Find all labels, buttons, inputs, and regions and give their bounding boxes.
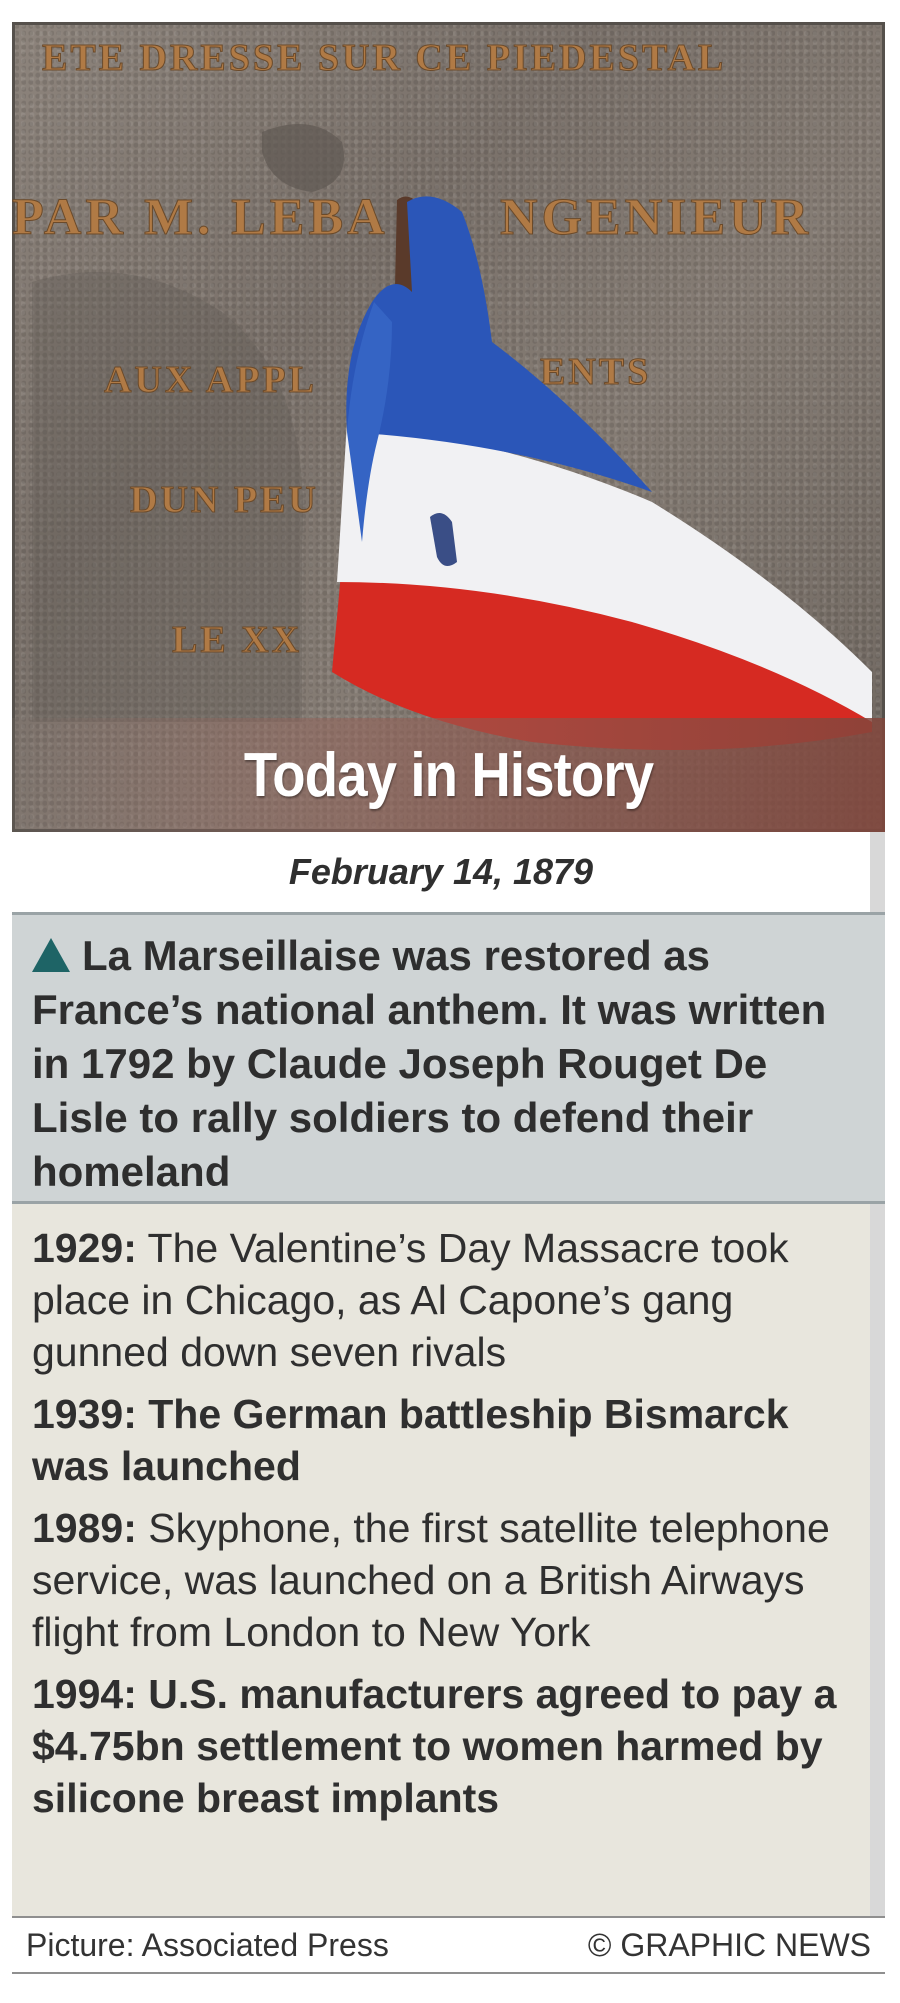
footer <box>12 1916 885 1974</box>
event-year: 1989: <box>32 1505 137 1551</box>
event-text: Skyphone, the first satellite telephone service, was launched on a British Airways flight from London to New York <box>32 1505 830 1655</box>
history-card <box>12 22 885 1974</box>
event-text: U.S. manufacturers agreed to pay a $4.75bn settlement to women harmed by silicone breast implants <box>32 1671 837 1821</box>
engraving-line-4: AUX APPL <box>104 359 317 401</box>
triangle-up-icon <box>32 938 70 972</box>
events-list <box>12 1204 885 1916</box>
copyright-notice: © GRAPHIC NEWS <box>587 1926 871 1963</box>
engraving-line-5: ENTS <box>540 351 652 393</box>
page-title: Today in History <box>243 740 654 810</box>
title-banner <box>12 718 885 832</box>
hero-photo <box>12 22 885 832</box>
engraving-line-7: LE XX <box>172 619 303 661</box>
event-year: 1939: <box>32 1391 137 1437</box>
photo-illustration <box>12 22 885 832</box>
event-text: The German battleship Bismarck was launched <box>32 1391 789 1489</box>
list-item <box>32 1502 846 1658</box>
featured-date: February 14, 1879 <box>288 851 594 892</box>
event-year: 1994: <box>32 1671 137 1717</box>
list-item <box>32 1668 846 1824</box>
engraving-line-3: NGENIEUR <box>500 189 813 246</box>
engraving-line-2: PAR M. LEBA <box>12 189 389 246</box>
headline-text-block <box>32 929 865 1199</box>
event-year: 1929: <box>32 1225 137 1271</box>
list-item <box>32 1388 846 1492</box>
headline-text: La Marseillaise was restored as France’s national anthem. It was written in 1792 by Claude Joseph Rouget De Lisle to rally soldiers to defend their homeland <box>32 932 827 1195</box>
headline-box <box>12 912 885 1204</box>
engraving-line-6: DUN PEU <box>130 479 319 521</box>
date-row <box>12 832 885 912</box>
list-item <box>32 1222 846 1378</box>
engraving-line-1: ETE DRESSE SUR CE PIEDESTAL <box>42 37 727 79</box>
event-text: The Valentine’s Day Massacre took place in Chicago, as Al Capone’s gang gunned down seven rivals <box>32 1225 789 1375</box>
photo-credit: Picture: Associated Press <box>26 1926 389 1963</box>
